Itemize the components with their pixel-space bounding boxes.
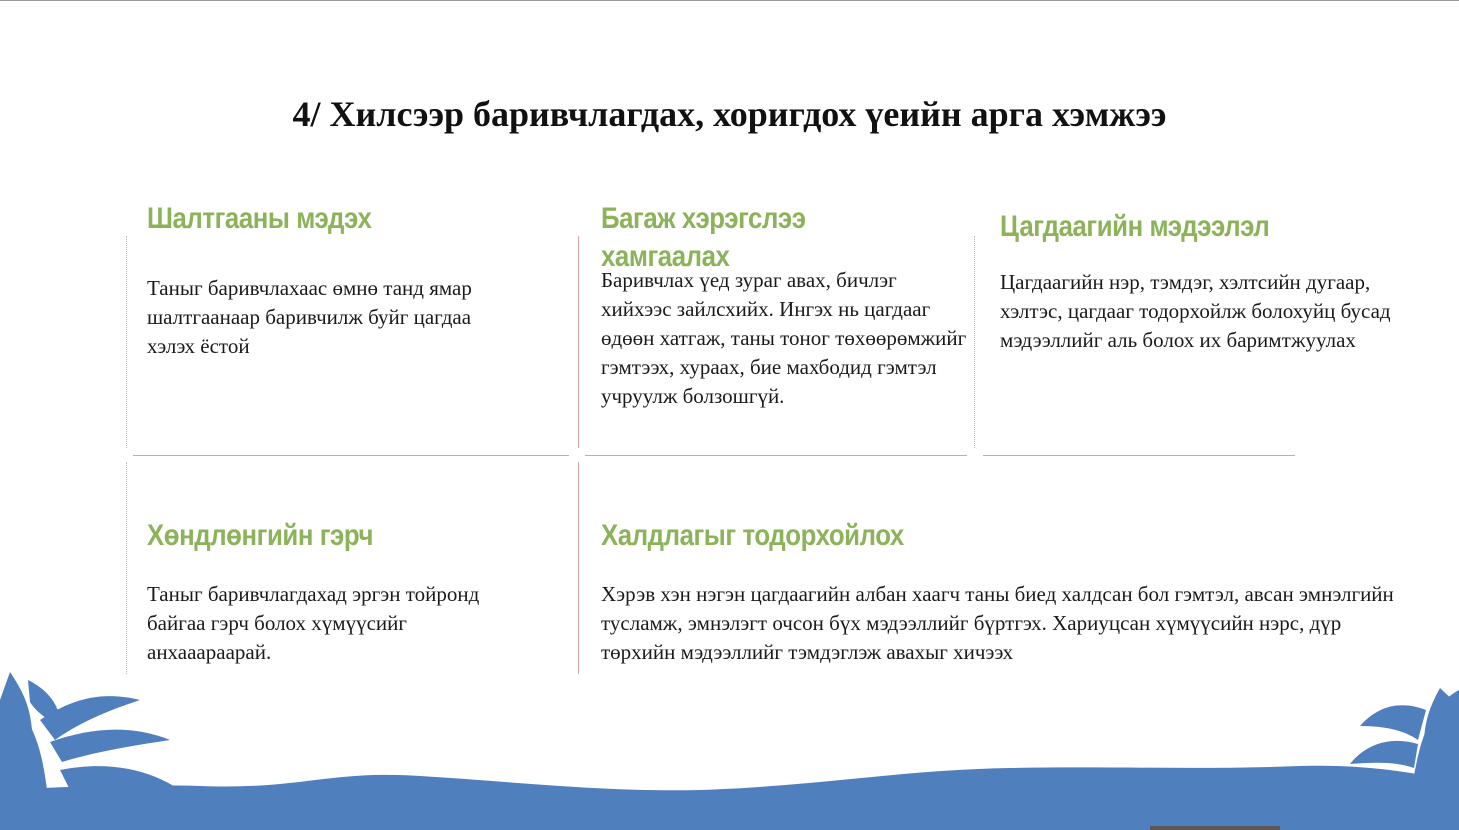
card-body-witness: Таныг баривчлагдахад эргэн тойронд байгаа гэрч болох хүмүүсийг анхааараарай.	[147, 582, 480, 664]
card-title-equipment: Багаж хэрэгслээ хамгаалах	[601, 202, 806, 273]
divider-horizontal-middle	[585, 455, 967, 456]
card-body-police-info: Цагдаагийн нэр, тэмдэг, хэлтсийн дугаар, хэлтэс, цагдааг тодорхойлж болохуйц бусад мэдээллийг аль болох их баримтжуулах	[1000, 270, 1391, 352]
card-title-reason: Шалтгааны мэдэх	[147, 202, 372, 235]
card-title-police-info: Цагдаагийн мэдээлэл	[1000, 210, 1270, 243]
divider-vertical-middle-bottom	[578, 462, 579, 674]
divider-vertical-right-top	[974, 236, 975, 448]
divider-horizontal-left	[133, 455, 569, 456]
card-body-reason: Таныг баривчлахаас өмнө танд ямар шалтгаанаар баривчилж буйг цагдаа хэлэх ёстой	[147, 276, 472, 358]
card-body-equipment: Баривчлах үед зураг авах, бичлэг хийхээс зайлсхийх. Ингэх нь цагдааг өдөөн хатгаж, таны тоног төхөөрөмжийг гэмтээх, хураах, бие махбодид гэмтэл учруулж болзошгүй.	[601, 268, 967, 408]
card-body-assault: Хэрэв хэн нэгэн цагдаагийн албан хаагч таны биед халдсан бол гэмтэл, авсан эмнэлгийн тусламж, эмнэлэгт очсон бүх мэдээллийг бүртгэх. Хариуцсан хүмүүсийн нэрс, дүр төрхийн мэдээллийг тэмдэглэж авахыг хичээх	[601, 582, 1394, 664]
divider-vertical-middle-top	[578, 236, 579, 448]
divider-horizontal-right	[983, 455, 1295, 456]
card-title-witness: Хөндлөнгийн гэрч	[147, 519, 374, 552]
page-title: 4/ Хилсээр баривчлагдах, хоригдох үеийн арга хэмжээ	[292, 94, 1167, 134]
card-title-assault: Халдлагыг тодорхойлох	[601, 519, 904, 552]
divider-vertical-left-bottom	[126, 462, 127, 674]
divider-vertical-left-top	[126, 236, 127, 448]
